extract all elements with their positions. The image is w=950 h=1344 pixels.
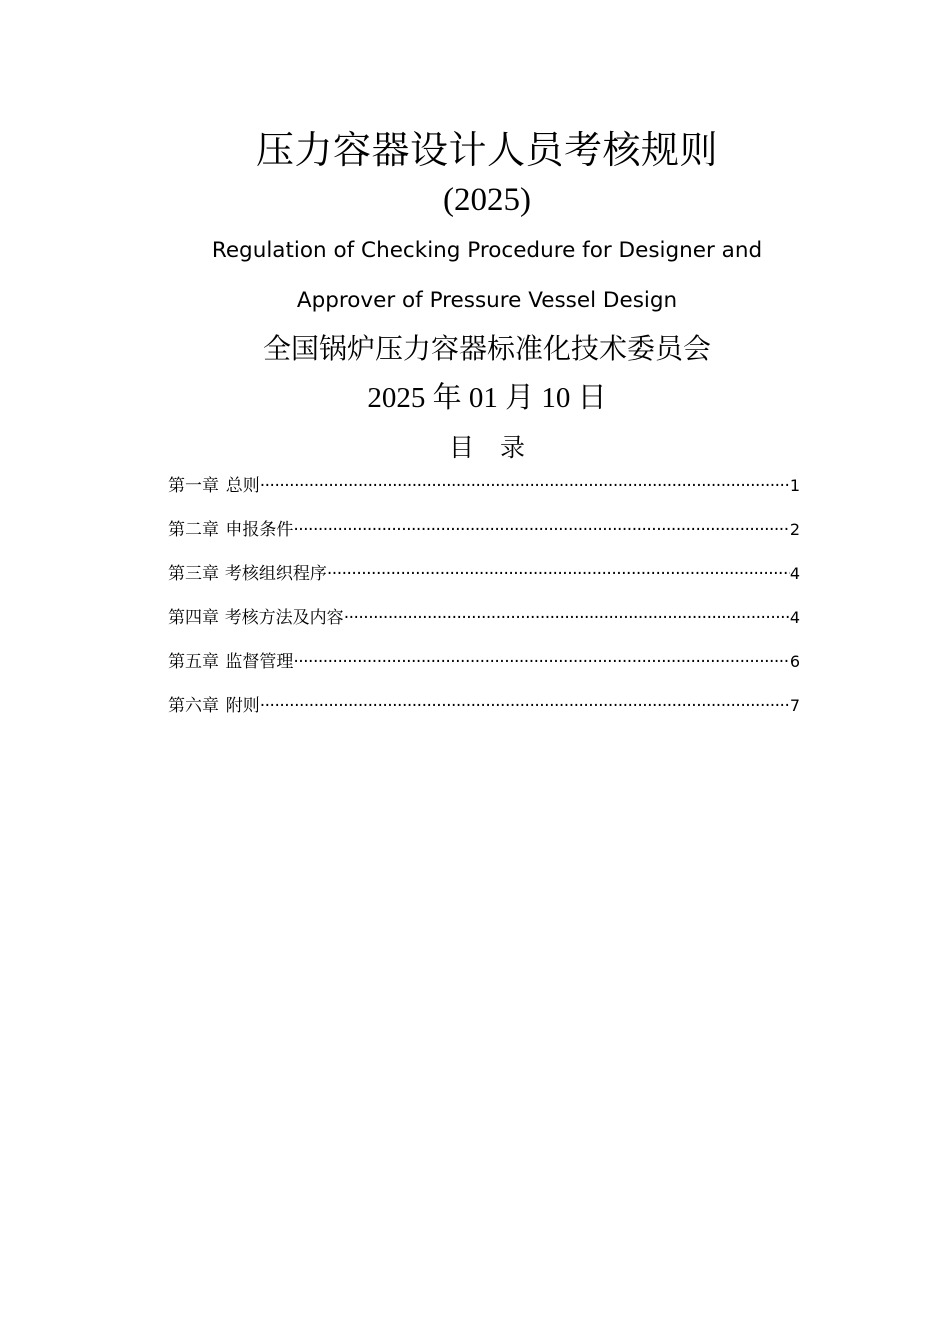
english-title-line-2: Approver of Pressure Vessel Design [296,288,678,313]
toc-entry[interactable] [168,690,800,734]
document-title: 压力容器设计人员考核规则 [255,128,718,172]
toc-entry[interactable] [168,514,800,558]
document-year: (2025) [443,182,531,218]
toc-chapter-number: 第五章 [168,652,219,672]
issue-date: 2025 年 01 月 10 日 [367,382,607,414]
toc-page-number: 4 [789,564,800,583]
table-of-contents [168,470,800,734]
toc-page-number: 1 [789,476,800,495]
issuing-committee: 全国锅炉压力容器标准化技术委员会 [262,332,711,365]
english-title-line-1: Regulation of Checking Procedure for Designer and [211,238,763,263]
toc-page-number: 7 [789,696,800,715]
toc-chapter-name: 考核组织程序 [224,564,327,584]
toc-chapter-name: 附则 [225,696,260,716]
toc-chapter-number: 第二章 [168,520,219,540]
toc-page-number: 4 [789,608,800,627]
toc-dot-leader [260,690,790,722]
toc-chapter-name: 申报条件 [225,520,294,540]
toc-entry[interactable] [168,602,800,646]
toc-dot-leader [327,558,790,590]
toc-chapter-number: 第三章 [168,564,219,584]
toc-entry[interactable] [168,646,800,690]
toc-chapter-name: 监督管理 [225,652,294,672]
toc-chapter-number: 第一章 [168,476,219,496]
toc-chapter-number: 第四章 [168,608,219,628]
toc-heading: 目录 [448,433,551,462]
toc-page-number: 2 [789,520,800,539]
toc-page-number: 6 [789,652,800,671]
toc-dot-leader [293,646,789,678]
toc-entry[interactable] [168,558,800,602]
toc-chapter-name: 总则 [225,476,260,496]
toc-dot-leader [260,470,790,502]
english-title [150,226,824,326]
toc-chapter-number: 第六章 [168,696,219,716]
toc-chapter-name: 考核方法及内容 [224,608,344,628]
toc-dot-leader [344,602,790,634]
toc-entry[interactable] [168,470,800,514]
toc-dot-leader [293,514,789,546]
